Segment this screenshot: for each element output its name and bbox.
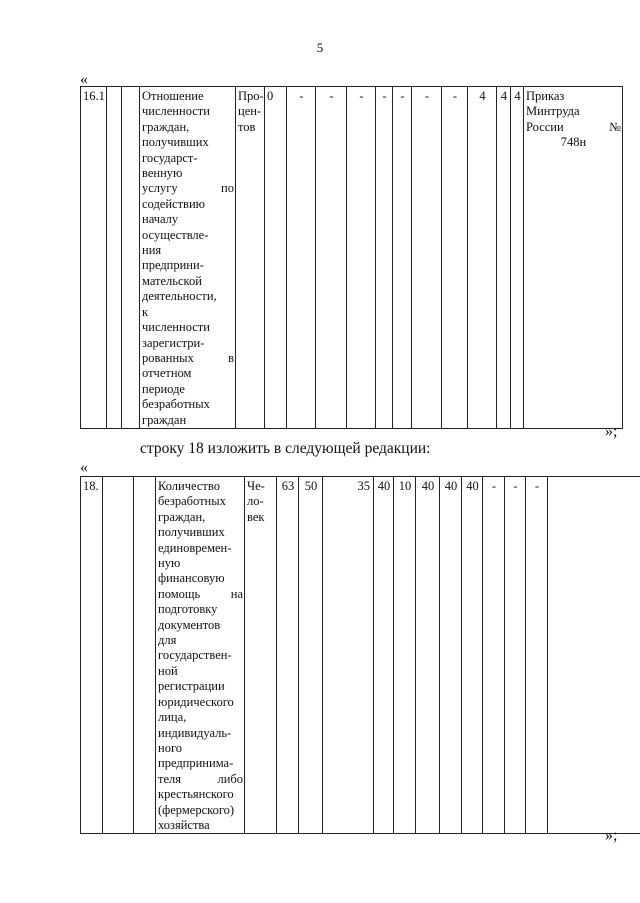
- empty-cell: [103, 477, 134, 834]
- opening-quote-1: «: [80, 71, 88, 88]
- description-line: теля либо: [158, 771, 243, 786]
- unit-line: Че-: [247, 479, 265, 493]
- description-line: ного: [158, 740, 183, 755]
- unit-cell: [236, 87, 265, 429]
- description-line: Количество: [158, 479, 220, 493]
- description-line: безработных: [142, 397, 210, 412]
- source-line: 748н: [560, 135, 587, 150]
- description-line: услугу по: [142, 181, 234, 196]
- description-line: лица,: [158, 710, 187, 725]
- closing-quote-1: »;: [605, 423, 618, 440]
- description-line: крестьянского: [158, 787, 234, 802]
- description-line: началу: [142, 212, 179, 227]
- source-line: России №: [526, 119, 621, 134]
- unit-line: Про-: [238, 89, 264, 103]
- value-cell: 40: [416, 477, 440, 834]
- unit-line: цен-: [238, 104, 262, 119]
- value-cell: -: [526, 477, 548, 834]
- value-cell: -: [505, 477, 526, 834]
- description-line: мательской: [142, 273, 202, 288]
- description-line: Отношение: [142, 89, 204, 103]
- empty-cell: [122, 87, 140, 429]
- value-cell: -: [287, 87, 316, 429]
- description-line: подготовку: [158, 602, 218, 617]
- opening-quote-2: «: [80, 459, 88, 476]
- indicator-description: [156, 477, 245, 834]
- value-cell: -: [483, 477, 505, 834]
- description-line: граждан,: [158, 509, 206, 524]
- description-line: осуществле-: [142, 227, 209, 242]
- description-line: граждан,: [142, 119, 190, 134]
- value-cell: -: [376, 87, 393, 429]
- description-line: финансовую: [158, 571, 225, 586]
- unit-line: тов: [238, 119, 256, 134]
- value-cell: 4: [497, 87, 511, 429]
- description-line: единовремен-: [158, 540, 232, 555]
- instruction-text: строку 18 изложить в следующей редакции:: [140, 440, 431, 457]
- description-line: для: [158, 633, 177, 648]
- description-line: венную: [142, 166, 183, 181]
- row-number: 18.: [81, 477, 103, 834]
- description-line: рованных в: [142, 350, 234, 365]
- description-line: к: [142, 304, 149, 319]
- amendment-table-1: [80, 86, 623, 429]
- value-cell: 40: [462, 477, 483, 834]
- value-cell: 40: [440, 477, 462, 834]
- value-cell: -: [393, 87, 412, 429]
- value-cell: -: [316, 87, 347, 429]
- description-line: содействию: [142, 196, 205, 211]
- amendment-table-2: [80, 476, 640, 834]
- description-line: безработных: [158, 494, 226, 509]
- description-line: численности: [142, 320, 210, 335]
- source-cell: [548, 477, 640, 834]
- description-line: государствен-: [158, 648, 232, 663]
- empty-cell: [107, 87, 122, 429]
- value-cell: -: [412, 87, 442, 429]
- value-cell: 35: [323, 477, 374, 834]
- description-line: индивидуаль-: [158, 725, 232, 740]
- value-cell: 40: [374, 477, 394, 834]
- description-line: государст-: [142, 150, 198, 165]
- value-cell: -: [347, 87, 376, 429]
- page-number: 5: [316, 40, 324, 55]
- unit-cell: [245, 477, 277, 834]
- value-cell: 50: [299, 477, 323, 834]
- description-line: граждан: [142, 412, 187, 427]
- description-line: ную: [158, 556, 181, 571]
- empty-cell: [134, 477, 156, 834]
- source-line: Приказ: [526, 89, 565, 103]
- description-line: предприни-: [142, 258, 204, 273]
- description-line: документов: [158, 617, 221, 632]
- source-cell: [524, 87, 623, 429]
- description-line: помощь на: [158, 586, 243, 601]
- description-line: (фермерского): [158, 802, 235, 817]
- value-cell: 4: [511, 87, 524, 429]
- description-line: юридического: [158, 694, 234, 709]
- description-line: предпринима-: [158, 756, 234, 771]
- value-cell: 10: [394, 477, 416, 834]
- row-number: 16.1: [81, 87, 107, 429]
- unit-line: ло-: [247, 494, 264, 509]
- source-line: Минтруда: [526, 104, 580, 119]
- description-line: получивших: [158, 525, 225, 540]
- description-line: ния: [142, 243, 162, 258]
- description-line: деятельности,: [142, 289, 217, 304]
- description-line: численности: [142, 104, 210, 119]
- description-line: регистрации: [158, 679, 225, 694]
- value-cell: 4: [468, 87, 497, 429]
- value-cell: 0: [265, 87, 287, 429]
- indicator-description: [140, 87, 236, 429]
- description-line: отчетном: [142, 366, 192, 381]
- value-cell: 63: [277, 477, 299, 834]
- closing-quote-2: »;: [605, 827, 618, 844]
- unit-line: век: [247, 509, 265, 524]
- description-line: ной: [158, 663, 178, 678]
- value-cell: -: [442, 87, 468, 429]
- description-line: зарегистри-: [142, 335, 205, 350]
- description-line: периоде: [142, 381, 185, 396]
- description-line: получивших: [142, 135, 209, 150]
- description-line: хозяйства: [158, 817, 210, 832]
